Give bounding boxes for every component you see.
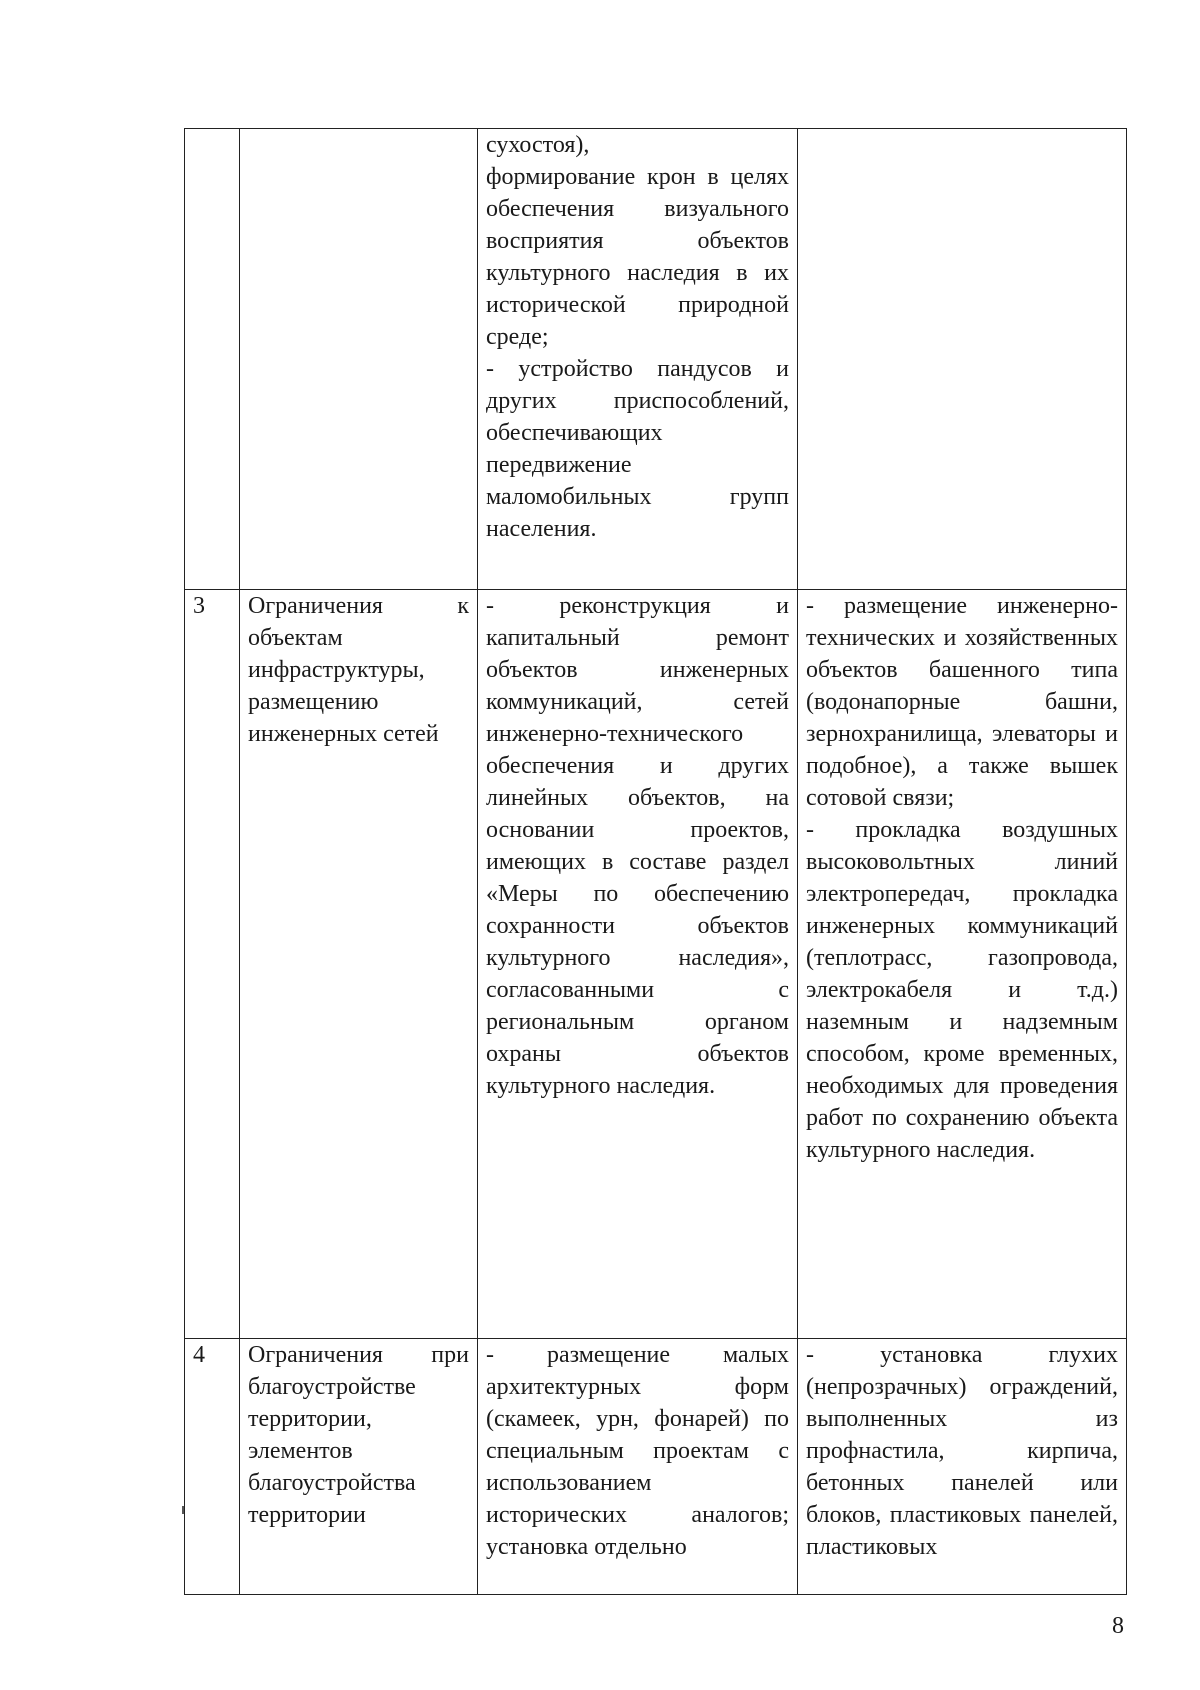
prohibited-works-text: - установка глухих (непрозрачных) ограждений, выполненных из профнастила, кирпича, бетонных панелей или блоков, пластиковых панелей, пластиковых [806, 1342, 1118, 1560]
table-row [185, 129, 1127, 590]
allowed-works-cell [478, 129, 798, 590]
restriction-topic-cell [240, 129, 478, 590]
allowed-works-cell [478, 1339, 798, 1595]
restriction-topic-cell: Ограничения при благоустройстве территории, элементов благоустройства территории [240, 1339, 478, 1595]
table-row [185, 590, 1127, 1339]
row-number-cell: 4 [185, 1339, 240, 1595]
restrictions-table [184, 128, 1127, 1595]
prohibited-works-cell [798, 129, 1127, 590]
restriction-topic-cell: Ограничения к объектам инфраструктуры, размещению инженерных сетей [240, 590, 478, 1339]
prohibited-works-cell [798, 1339, 1127, 1595]
table-row [185, 1339, 1127, 1595]
allowed-works-text: - размещение малых архитектурных форм (скамеек, урн, фонарей) по специальным проектам с использованием исторических аналогов; установка отдельно [486, 1342, 789, 1560]
allowed-works-cell [478, 590, 798, 1339]
page-number: 8 [1112, 1613, 1124, 1639]
prohibited-works-text: - размещение инженерно-технических и хозяйственных объектов башенного типа (водонапорные башни, зернохранилища, элеваторы и подобное), а также вышек сотовой связи; - прокладка воздушных высоковольтных линий электропередач, прокладка инженерных коммуникаций (теплотрасс, газопровода, электрокабеля и т.д.) наземным и надземным способом, кроме временных, необходимых для проведения работ по сохранению объекта культурного наследия. [806, 593, 1118, 1163]
allowed-works-text: - реконструкция и капитальный ремонт объектов инженерных коммуникаций, сетей инженерно-технического обеспечения и других линейных объектов, на основании проектов, имеющих в составе раздел «Меры по обеспечению сохранности объектов культурного наследия», согласованными с региональным органом охраны объектов культурного наследия. [486, 593, 789, 1099]
prohibited-works-cell [798, 590, 1127, 1339]
allowed-works-text: сухостоя), формирование крон в целях обеспечения визуального восприятия объектов культурного наследия в их исторической природной среде; - устройство пандусов и других приспособлений, обеспечивающих передвижение маломобильных групп населения. [486, 132, 789, 542]
row-number-cell [185, 129, 240, 590]
scan-edge-mark [182, 1506, 184, 1514]
row-number-cell: 3 [185, 590, 240, 1339]
